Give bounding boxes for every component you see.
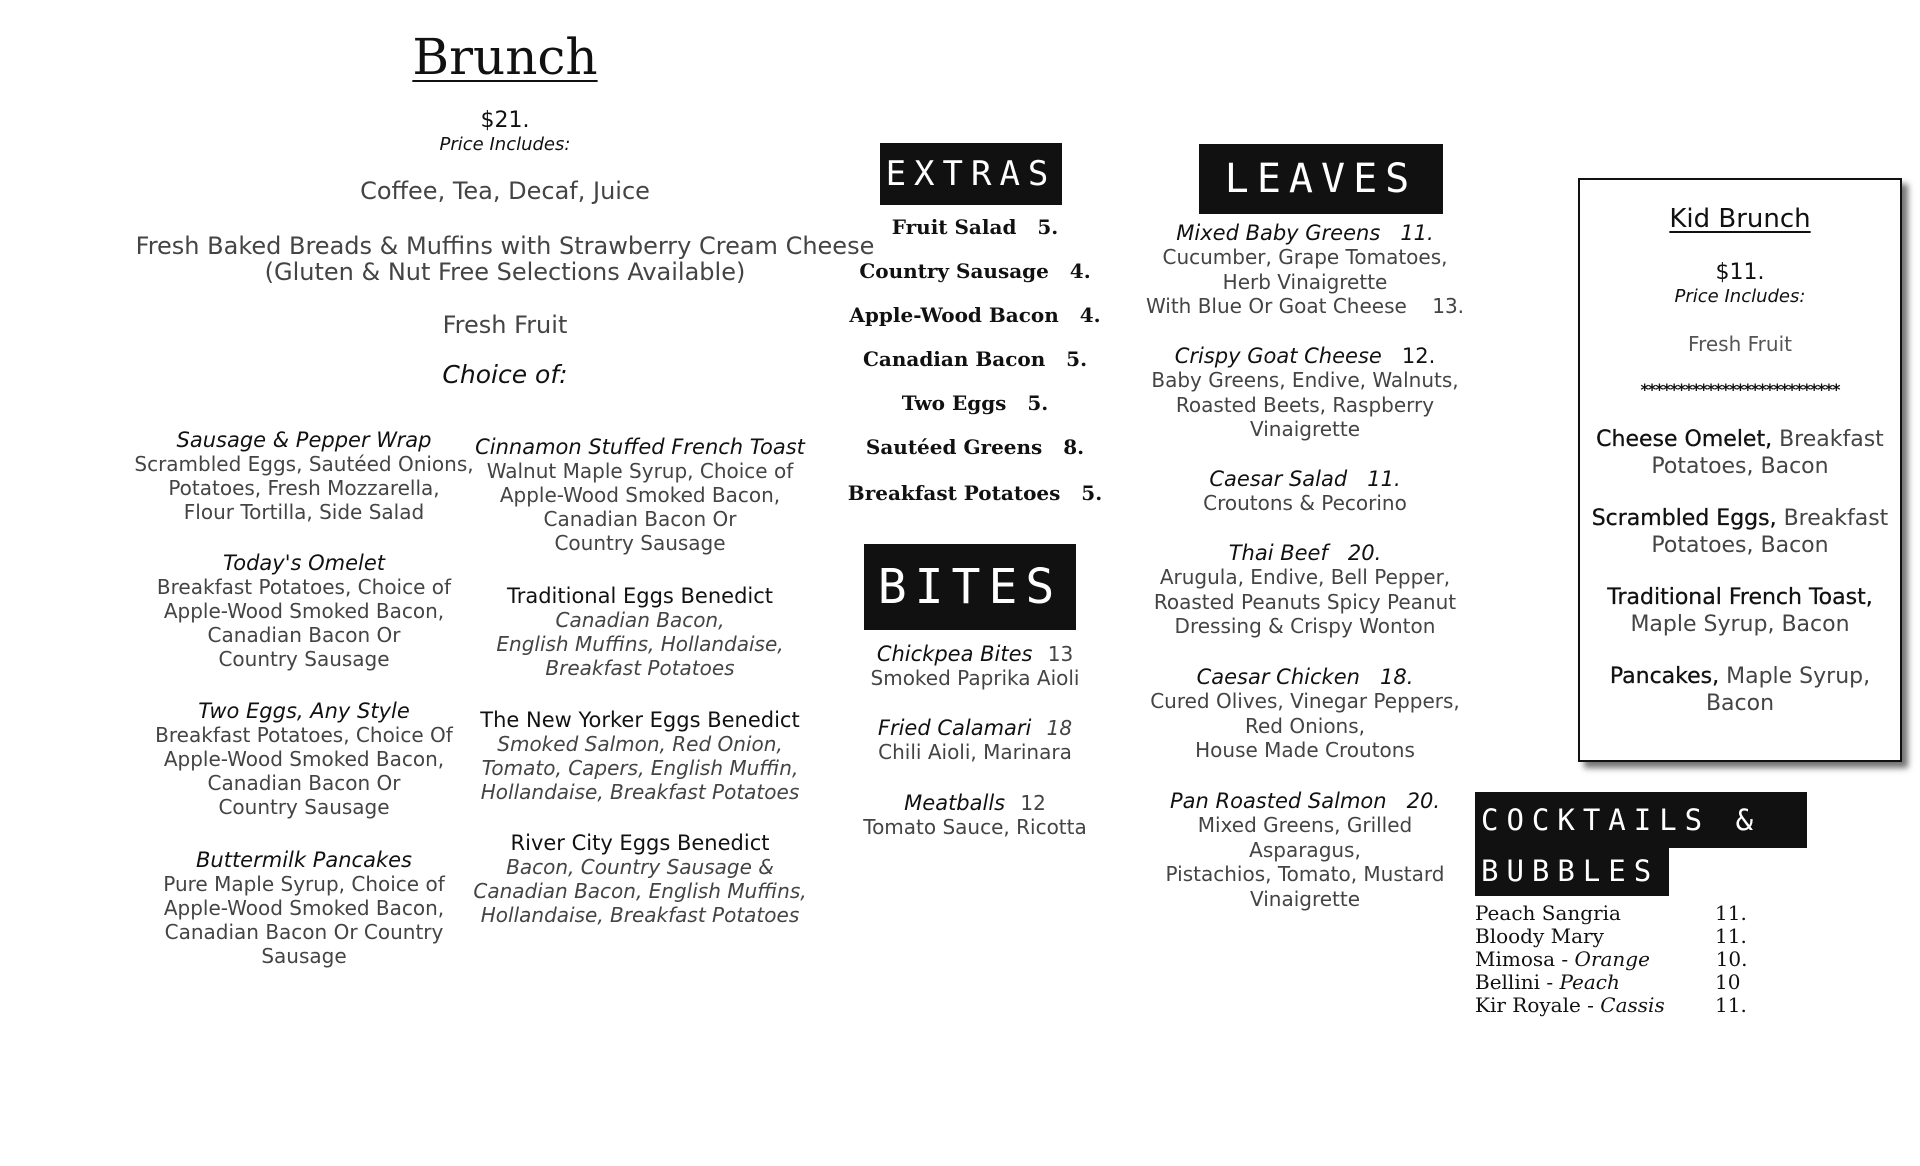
leaf-item: Pan Roasted Salmon 20. Mixed Greens, Grilled Asparagus, Pistachios, Tomato, Mustard Vinaigrette [1165,789,1445,911]
dish-buttermilk-pancakes [134,848,474,968]
extra-item: Fruit Salad 5. [891,215,1059,239]
leaves-heading: LEAVES [1199,144,1443,214]
brunch-drinks: Coffee, Tea, Decaf, Juice [360,177,650,205]
kid-brunch-title: Kid Brunch [1669,204,1811,234]
dish-desc: Walnut Maple Syrup, Choice of Apple-Wood Smoked Bacon, Canadian Bacon Or Country Sausage [486,459,794,555]
dish-name: River City Eggs Benedict [510,831,770,855]
dish-new-yorker-eggs-benedict [465,708,815,804]
kid-item: Scrambled Eggs, Breakfast Potatoes, Bacon [1591,506,1889,558]
kid-item: Pancakes, Maple Syrup, Bacon [1609,664,1871,716]
dish-name: Traditional Eggs Benedict [506,584,774,608]
extra-item: Sautéed Greens 8. [865,435,1085,459]
dish-desc: Bacon, Country Sausage & Canadian Bacon, English Muffins, Hollandaise, Breakfast Potatoes [473,855,807,927]
brunch-includes-label: Price Includes: [439,134,571,155]
leaf-item: Mixed Baby Greens 11. Cucumber, Grape Tomatoes, Herb Vinaigrette With Blue Or Goat Cheese 13. [1145,221,1465,318]
brunch-breads-line2: (Gluten & Nut Free Selections Available) [264,258,746,286]
dish-name: Two Eggs, Any Style [198,699,410,723]
kid-brunch-divider: *************************** [1640,380,1840,399]
extra-item: Breakfast Potatoes 5. [847,481,1103,505]
brunch-title: Brunch [412,28,598,86]
kid-brunch-panel [1578,178,1902,762]
dish-traditional-eggs-benedict [465,584,815,680]
brunch-fruit: Fresh Fruit [442,311,568,339]
extra-item: Apple-Wood Bacon 4. [849,303,1101,327]
kid-brunch-includes-label: Price Includes: [1674,286,1806,307]
cocktail-item: Kir Royale - Cassis 11. [1475,993,1747,1017]
dish-name: Cinnamon Stuffed French Toast [475,435,805,459]
dish-desc: Breakfast Potatoes, Choice of Apple-Wood Smoked Bacon, Canadian Bacon Or Country Sausage [156,575,452,671]
extras-heading: EXTRAS [880,143,1062,205]
dish-river-city-eggs-benedict [465,831,815,927]
dish-todays-omelet [134,551,474,671]
bite-item: Meatballs 12 Tomato Sauce, Ricotta [863,791,1087,839]
leaf-item: Thai Beef 20. Arugula, Endive, Bell Pepper, Roasted Peanuts Spicy Peanut Dressing & Crispy Wonton [1153,541,1457,638]
extra-item: Two Eggs 5. [901,391,1049,415]
dish-name: Buttermilk Pancakes [196,848,412,872]
brunch-breads-line1: Fresh Baked Breads & Muffins with Strawberry Cream Cheese [135,232,875,260]
dish-sausage-pepper-wrap [134,428,474,524]
dish-name: The New Yorker Eggs Benedict [480,708,800,732]
dish-desc: Pure Maple Syrup, Choice of Apple-Wood Smoked Bacon, Canadian Bacon Or Country Sausage [163,872,445,968]
dish-cinnamon-french-toast [465,435,815,555]
dish-desc: Breakfast Potatoes, Choice Of Apple-Wood Smoked Bacon, Canadian Bacon Or Country Sausage [155,723,453,819]
extra-item: Canadian Bacon 5. [862,347,1088,371]
kid-brunch-price: $11. [1715,260,1765,285]
dish-desc: Canadian Bacon, English Muffins, Hollandaise, Breakfast Potatoes [496,608,784,680]
brunch-price: $21. [480,108,530,133]
dish-name: Today's Omelet [223,551,385,575]
kid-item: Cheese Omelet, Breakfast Potatoes, Bacon [1596,427,1884,479]
brunch-choice-label: Choice of: [442,360,568,389]
cocktails-heading-line1: COCKTAILS & [1475,792,1807,848]
kid-brunch-fruit: Fresh Fruit [1688,332,1792,356]
cocktail-item: Bloody Mary 11. [1475,924,1747,948]
bite-item: Fried Calamari 18 Chili Aioli, Marinara [877,716,1073,764]
dish-desc: Scrambled Eggs, Sautéed Onions, Potatoes, Fresh Mozzarella, Flour Tortilla, Side Salad [134,452,474,524]
dish-two-eggs [134,699,474,819]
cocktail-item: Bellini - Peach 10 [1475,970,1741,994]
extra-item: Country Sausage 4. [859,259,1091,283]
dish-desc: Smoked Salmon, Red Onion, Tomato, Capers, English Muffin, Hollandaise, Breakfast Potatoes [480,732,800,804]
bites-heading: BITES [864,544,1076,630]
cocktail-item: Mimosa - Orange 10. [1475,947,1748,971]
leaf-item: Caesar Chicken 18. Cured Olives, Vinegar Peppers, Red Onions, House Made Croutons [1150,665,1460,762]
cocktails-heading-line2: BUBBLES [1475,846,1669,896]
bite-item: Chickpea Bites 13 Smoked Paprika Aioli [870,642,1080,690]
leaf-item: Caesar Salad 11. Croutons & Pecorino [1203,467,1407,515]
cocktail-item: Peach Sangria 11. [1475,901,1747,925]
dish-name: Sausage & Pepper Wrap [176,428,432,452]
leaf-item: Crispy Goat Cheese 12. Baby Greens, Endive, Walnuts, Roasted Beets, Raspberry Vinaigrette [1151,344,1459,441]
kid-item: Traditional French Toast, Maple Syrup, Bacon [1607,585,1873,637]
